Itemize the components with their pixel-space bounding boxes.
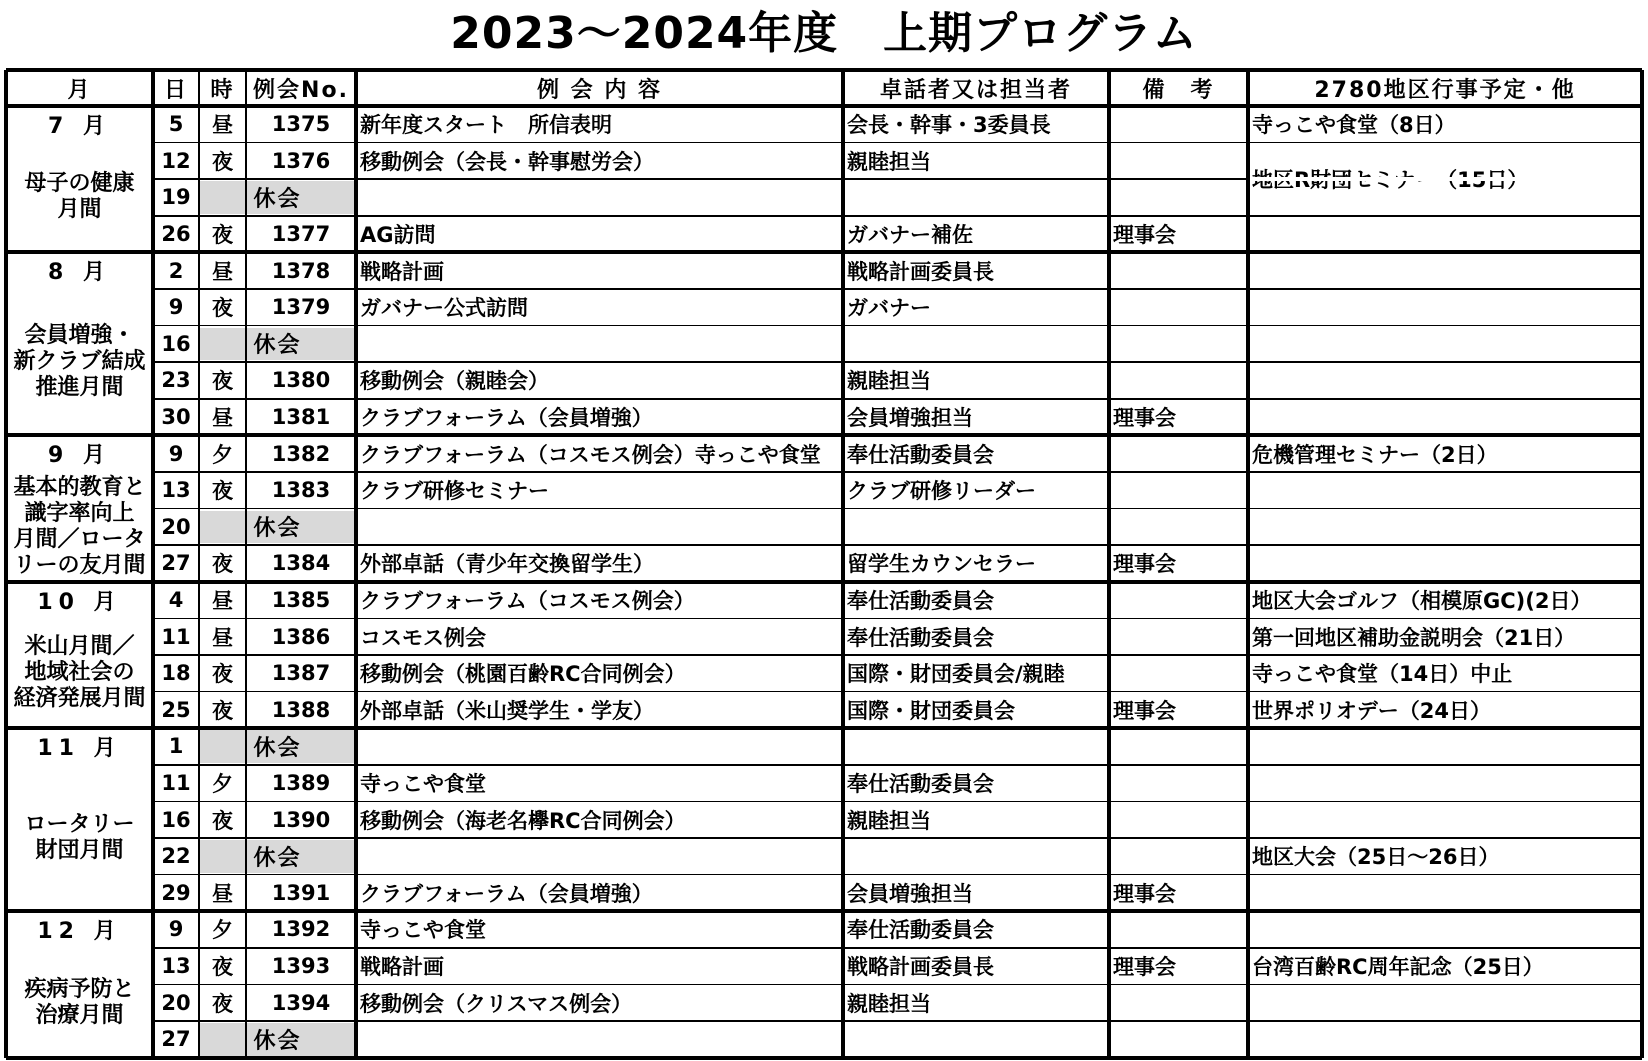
time-cell: 昼 [212,259,233,284]
note-cell: 理事会 [1113,406,1176,431]
content-cell: 移動例会（親睦会） [360,369,549,394]
meeting-no-cell: 1386 [271,624,331,649]
meeting-no-cell: 1389 [271,771,331,796]
content-cell: 移動例会（クリスマス例会） [360,991,633,1016]
month-theme [6,143,153,253]
district-cell [1248,472,1642,509]
content-cell: クラブフォーラム（コスモス例会） [360,589,695,614]
month-theme-line: 識字率向上 [24,500,135,526]
day-cell: 23 [161,368,191,393]
speaker-cell: 会員増強担当 [847,406,973,431]
content-cell [356,326,843,363]
note-cell: 理事会 [1113,223,1176,248]
rest-badge: 休会 [199,181,356,214]
content-cell [356,509,843,546]
content-cell: コスモス例会 [360,625,486,650]
meeting-no-cell: 1376 [271,148,331,173]
month-label: 11 月 [37,735,122,761]
header-content: 例 会 内 容 [537,77,662,103]
note-cell [1109,179,1248,216]
content-cell: 新年度スタート 所信表明 [360,113,612,138]
time-cell: 夜 [212,698,233,723]
month-theme-line: ロータリー [24,811,135,837]
district-cell: 寺っこや食堂（14日）中止 [1252,662,1513,687]
day-cell: 9 [168,441,184,466]
speaker-cell: 親睦担当 [847,149,931,174]
day-cell: 22 [161,844,191,869]
grid-line [4,70,8,1058]
district-cell: 第一回地区補助金説明会（21日） [1252,625,1576,650]
grid-line [1640,70,1644,1058]
content-cell: 移動例会（海老名欅RC合同例会） [360,808,686,833]
grid-line [198,70,200,1058]
content-cell: 外部卓話（米山奨学生・学友） [360,698,654,723]
meeting-no-cell: 1379 [271,295,331,320]
note-cell [1109,362,1248,399]
month-theme [6,472,153,582]
day-cell: 16 [161,331,191,356]
district-cell [1248,326,1642,363]
speaker-cell [843,326,1109,363]
time-cell: 夕 [212,918,233,943]
day-cell: 27 [161,551,191,576]
note-cell: 理事会 [1113,881,1176,906]
time-cell: 昼 [212,625,233,650]
speaker-cell [843,728,1109,765]
grid-line [841,70,845,1058]
district-cell [1248,984,1642,1021]
header-month: 月 [67,77,92,103]
speaker-cell: 国際・財団委員会/親睦 [847,662,1065,687]
time-cell: 昼 [212,589,233,614]
district-cell [1248,911,1642,948]
speaker-cell: 親睦担当 [847,991,931,1016]
district-cell: 台湾百齢RC周年記念（25日） [1252,955,1544,980]
time-cell: 昼 [212,113,233,138]
speaker-cell: 戦略計画委員長 [847,955,994,980]
month-theme-line: 米山月間／ [24,634,135,660]
district-cell: 危機管理セミナー（2日） [1252,442,1498,467]
header-day: 日 [163,77,188,103]
speaker-cell [843,838,1109,875]
speaker-cell [843,1021,1109,1058]
month-theme-line: 会員増強・ [24,323,135,349]
content-cell: クラブフォーラム（会員増強） [360,881,653,906]
note-cell [1109,911,1248,948]
day-cell: 12 [161,148,191,173]
day-cell: 13 [161,954,191,979]
time-cell: 夜 [212,662,233,687]
district-cell [1248,801,1642,838]
district-cell: 地区大会ゴルフ（相模原GC)(2日） [1252,589,1592,614]
day-cell: 1 [168,734,184,759]
content-cell [356,838,843,875]
speaker-cell: 留学生カウンセラー [847,552,1036,577]
rest-badge: 休会 [199,511,356,544]
time-cell: 夜 [212,223,233,248]
grid-line [1246,70,1250,1058]
note-cell: 理事会 [1113,698,1176,723]
header-time: 時 [210,77,235,103]
time-cell: 夜 [212,296,233,321]
month-theme-line: 推進月間 [35,375,124,401]
speaker-cell: ガバナー補佐 [847,223,973,248]
page-title: 2023～2024年度 上期プログラム [450,8,1198,59]
district-cell [1248,1021,1642,1058]
meeting-no-cell: 1392 [271,917,331,942]
month-theme [6,618,153,728]
time-cell: 夜 [212,369,233,394]
content-cell [356,728,843,765]
district-cell [1248,765,1642,802]
month-theme [6,948,153,1058]
speaker-cell: ガバナー [847,296,931,321]
day-cell: 11 [161,771,191,796]
time-cell: 夜 [212,955,233,980]
note-cell: 理事会 [1113,552,1176,577]
district-cell: 地区大会（25日～26日） [1252,845,1500,870]
day-cell: 18 [161,661,191,686]
note-cell [1109,509,1248,546]
header-speaker: 卓話者又は担当者 [879,77,1072,103]
meeting-no-cell: 1394 [271,990,331,1015]
speaker-cell: 奉仕活動委員会 [847,918,994,943]
meeting-no-cell: 1382 [271,441,331,466]
speaker-cell: クラブ研修リーダー [847,479,1036,504]
day-cell: 25 [161,697,191,722]
day-cell: 19 [161,185,191,210]
time-cell: 夜 [212,991,233,1016]
day-cell: 20 [161,990,191,1015]
month-label: 12 月 [37,918,122,944]
month-theme-line: 治療月間 [35,1002,124,1028]
content-cell: ガバナー公式訪問 [360,296,528,321]
time-cell: 昼 [212,881,233,906]
speaker-cell: 奉仕活動委員会 [847,625,994,650]
day-cell: 9 [168,295,184,320]
content-cell: 移動例会（会長・幹事慰労会） [360,149,654,174]
day-cell: 30 [161,405,191,430]
time-cell: 夜 [212,479,233,504]
month-theme-line: 月間 [57,197,102,223]
content-cell: 戦略計画 [360,955,444,980]
meeting-no-cell: 1384 [271,551,331,576]
month-label: 8 月 [48,260,111,286]
month-theme-line: 母子の健康 [24,171,135,197]
meeting-no-cell: 1388 [271,697,331,722]
content-cell: 寺っこや食堂 [360,772,486,797]
content-cell: 寺っこや食堂 [360,918,486,943]
meeting-no-cell: 1381 [271,405,331,430]
month-theme-line: 新クラブ結成 [13,349,146,375]
month-label: 7 月 [48,113,111,139]
day-cell: 27 [161,1027,191,1052]
month-theme-line: 疾病予防と [24,976,135,1002]
district-cell: 世界ポリオデー（24日） [1252,698,1492,723]
meeting-no-cell: 1393 [271,954,331,979]
district-cell [1248,399,1642,436]
span-mask [1250,177,1640,181]
speaker-cell: 会員増強担当 [847,881,973,906]
meeting-no-cell: 1375 [271,112,331,137]
speaker-cell: 親睦担当 [847,369,931,394]
month-theme [6,289,153,435]
header-district: 2780地区行事予定・他 [1314,77,1576,103]
speaker-cell [843,509,1109,546]
header-note: 備 考 [1142,77,1215,103]
note-cell [1109,618,1248,655]
meeting-no-cell: 1380 [271,368,331,393]
district-cell: 寺っこや食堂（8日） [1252,113,1456,138]
day-cell: 29 [161,880,191,905]
day-cell: 16 [161,807,191,832]
time-cell: 夜 [212,149,233,174]
grid-line [245,70,247,1058]
speaker-cell: 奉仕活動委員会 [847,442,994,467]
note-cell [1109,143,1248,180]
time-cell: 夕 [212,772,233,797]
time-cell: 夜 [212,552,233,577]
day-cell: 9 [168,917,184,942]
note-cell [1109,838,1248,875]
district-cell [1248,216,1642,253]
speaker-cell: 会長・幹事・3委員長 [847,113,1051,138]
grid-line [6,250,1642,254]
day-cell: 2 [168,258,184,283]
note-cell [1109,326,1248,363]
content-cell: 戦略計画 [360,259,444,284]
meeting-no-cell: 1390 [271,807,331,832]
content-cell [356,1021,843,1058]
grid-line [6,433,1642,437]
month-theme-line: 財団月間 [35,837,124,863]
grid-line [6,1056,1642,1060]
day-cell: 20 [161,514,191,539]
district-cell [1248,545,1642,582]
meeting-no-cell: 1385 [271,588,331,613]
time-cell: 夜 [212,808,233,833]
day-cell: 5 [168,112,184,137]
day-cell: 26 [161,222,191,247]
day-cell: 4 [168,588,184,613]
month-theme-line: 基本的教育と [13,474,146,500]
month-theme-line: 経済発展月間 [13,686,146,712]
note-cell [1109,1021,1248,1058]
header-no: 例会No. [253,77,349,103]
rest-badge: 休会 [199,1023,356,1056]
speaker-cell: 戦略計画委員長 [847,259,994,284]
note-cell [1109,728,1248,765]
grid-line [6,726,1642,730]
grid-line [354,70,358,1058]
note-cell [1109,435,1248,472]
meeting-no-cell: 1378 [271,258,331,283]
content-cell: クラブフォーラム（会員増強） [360,406,653,431]
speaker-cell: 奉仕活動委員会 [847,589,994,614]
note-cell [1109,106,1248,143]
grid-line [1107,70,1111,1058]
month-theme-line: リーの友月間 [13,552,146,578]
district-cell [1248,875,1642,912]
note-cell [1109,472,1248,509]
note-cell [1109,765,1248,802]
meeting-no-cell: 1383 [271,478,331,503]
speaker-cell [843,179,1109,216]
meeting-no-cell: 1391 [271,880,331,905]
grid-line [6,580,1642,584]
month-label: 9 月 [48,443,111,469]
note-cell [1109,289,1248,326]
meeting-no-cell: 1387 [271,661,331,686]
month-theme [6,765,153,911]
district-cell [1248,728,1642,765]
rest-badge: 休会 [199,328,356,361]
day-cell: 13 [161,478,191,503]
note-cell [1109,655,1248,692]
note-cell [1109,582,1248,619]
content-cell: 外部卓話（青少年交換留学生） [360,552,654,577]
grid-line [6,104,1642,108]
day-cell: 11 [161,624,191,649]
month-label: 10 月 [37,589,122,615]
time-cell: 夕 [212,442,233,467]
content-cell: 移動例会（桃園百齢RC合同例会） [360,662,686,687]
district-cell [1248,289,1642,326]
speaker-cell: 奉仕活動委員会 [847,772,994,797]
rest-badge: 休会 [199,730,356,763]
rest-badge: 休会 [199,840,356,873]
content-cell: クラブフォーラム（コスモス例会）寺っこや食堂 [360,442,821,467]
note-cell [1109,984,1248,1021]
month-theme-line: 地域社会の [24,660,135,686]
district-cell [1248,509,1642,546]
grid-line [6,909,1642,913]
note-cell [1109,252,1248,289]
district-cell [1248,362,1642,399]
speaker-cell: 国際・財団委員会 [847,698,1015,723]
grid-line [6,68,1642,72]
time-cell: 昼 [212,406,233,431]
district-cell [1248,252,1642,289]
grid-line [151,70,155,1058]
note-cell [1109,801,1248,838]
content-cell [356,179,843,216]
meeting-no-cell: 1377 [271,222,331,247]
content-cell: クラブ研修セミナー [360,479,549,504]
month-theme-line: 月間／ロータ [13,526,146,552]
content-cell: AG訪問 [360,223,436,248]
note-cell: 理事会 [1113,955,1176,980]
speaker-cell: 親睦担当 [847,808,931,833]
